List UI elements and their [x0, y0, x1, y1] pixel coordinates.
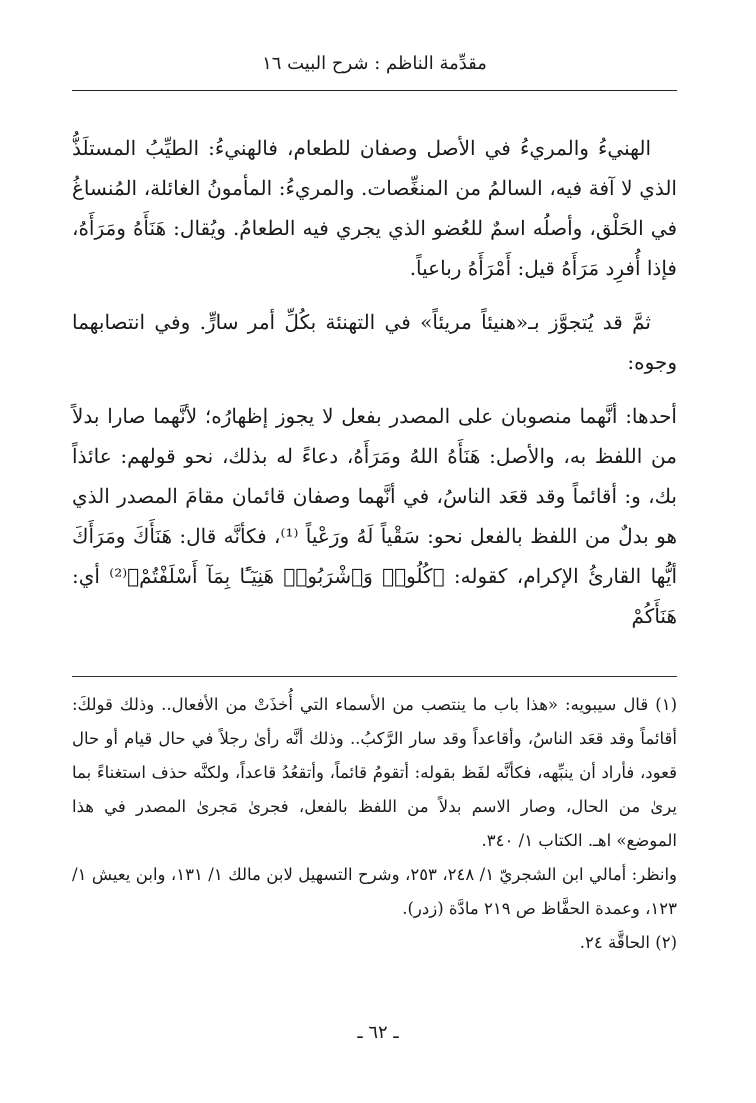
paragraph: أحدها: أنَّهما منصوبان على المصدر بفعل لا يجوز إظهارُه؛ لأنَّهما صارا بدلاً من اللفظ به، والأصل: هَنَأَهُ اللهُ ومَرَأَهُ، دعاءً له بذلك، نحو قولهم: عائذاً بك، و: أقائماً وقد قعَد الناسُ، في أنَّهما وصفان قائمان مقامَ المصدر الذي هو بدلٌ من اللفظ بالفعل نحو: سَقْياً لَهُ ورَعْياً ⁽¹⁾، فكأنَّه قال: هَنَأَكَ ومَرَأَكَ أيُّها القارئُ الإكرام، كقوله: ﴿كُلُوا۟ وَٱشْرَبُوا۟ هَنِيٓـًٔا بِمَآ أَسْلَفْتُمْ﴾⁽²⁾ أي: هَنَأَكُمْ — [72, 404, 678, 628]
running-head: مقدِّمة الناظم : شرح البيت ١٦ — [262, 53, 487, 74]
main-text — [72, 128, 677, 650]
footnote: (١) قال سيبويه: «هذا باب ما ينتصب من الأسماء التي أُخذَتْ من الأفعال.. وذلك قولكَ: أقائماً وقد قعَد الناسُ، وأقاعداً وقد سار الرَّكبُ.. وذلك أنَّه رأىٰ رجلاً في حال قيام أو حال قعود، فأراد أن ينبِّهه، فكأنَّه لفَظ بقوله: أتقومُ قائماً، وأتقعُدُ قاعداً، ولكنَّه حذف استغناءً بما يرىٰ من الحال، وصار الاسم بدلاً من اللفظ بالفعل، فجرىٰ مَجرىٰ المصدر في هذا الموضع» اهـ. الكتاب ١/ ٣٤٠. — [72, 695, 677, 850]
paragraph: الهنيءُ والمريءُ في الأصل وصفان للطعام، فالهنيءُ: الطيِّبُ المستلَذُّ الذي لا آفة فيه، السالمُ من المنغِّصات. والمريءُ: المأمونُ الغائلة، المُنساغُ في الحَلْق، وأصلُه اسمٌ للعُضو الذي يجري فيه الطعامُ. ويُقال: هَنَأَهُ ومَرَأَهُ، فإذا أُفرِد مَرَأَهُ قيل: أَمْرَأَهُ رباعياً. — [72, 136, 677, 280]
page-number: ـ ٦٢ ـ — [357, 1022, 399, 1043]
footnotes — [72, 688, 677, 960]
header-rule — [72, 90, 677, 91]
paragraph: ثمَّ قد يُتجوَّز بـ«هنيئاً مريئاً» في التهنئة بكُلِّ أمر سارٍّ. وفي انتصابهما وجوه: — [72, 310, 677, 374]
footnote: وانظر: أمالي ابن الشجريّ ١/ ٢٤٨، ٢٥٣، وشرح التسهيل لابن مالك ١/ ١٣١، وابن يعيش ١/ ١٢٣، وعمدة الحفَّاظ ص ٢١٩ مادَّة (زدر). — [72, 865, 678, 918]
footnote-rule — [72, 676, 677, 677]
footnote: (٢) الحاقَّة ٢٤. — [579, 933, 677, 952]
